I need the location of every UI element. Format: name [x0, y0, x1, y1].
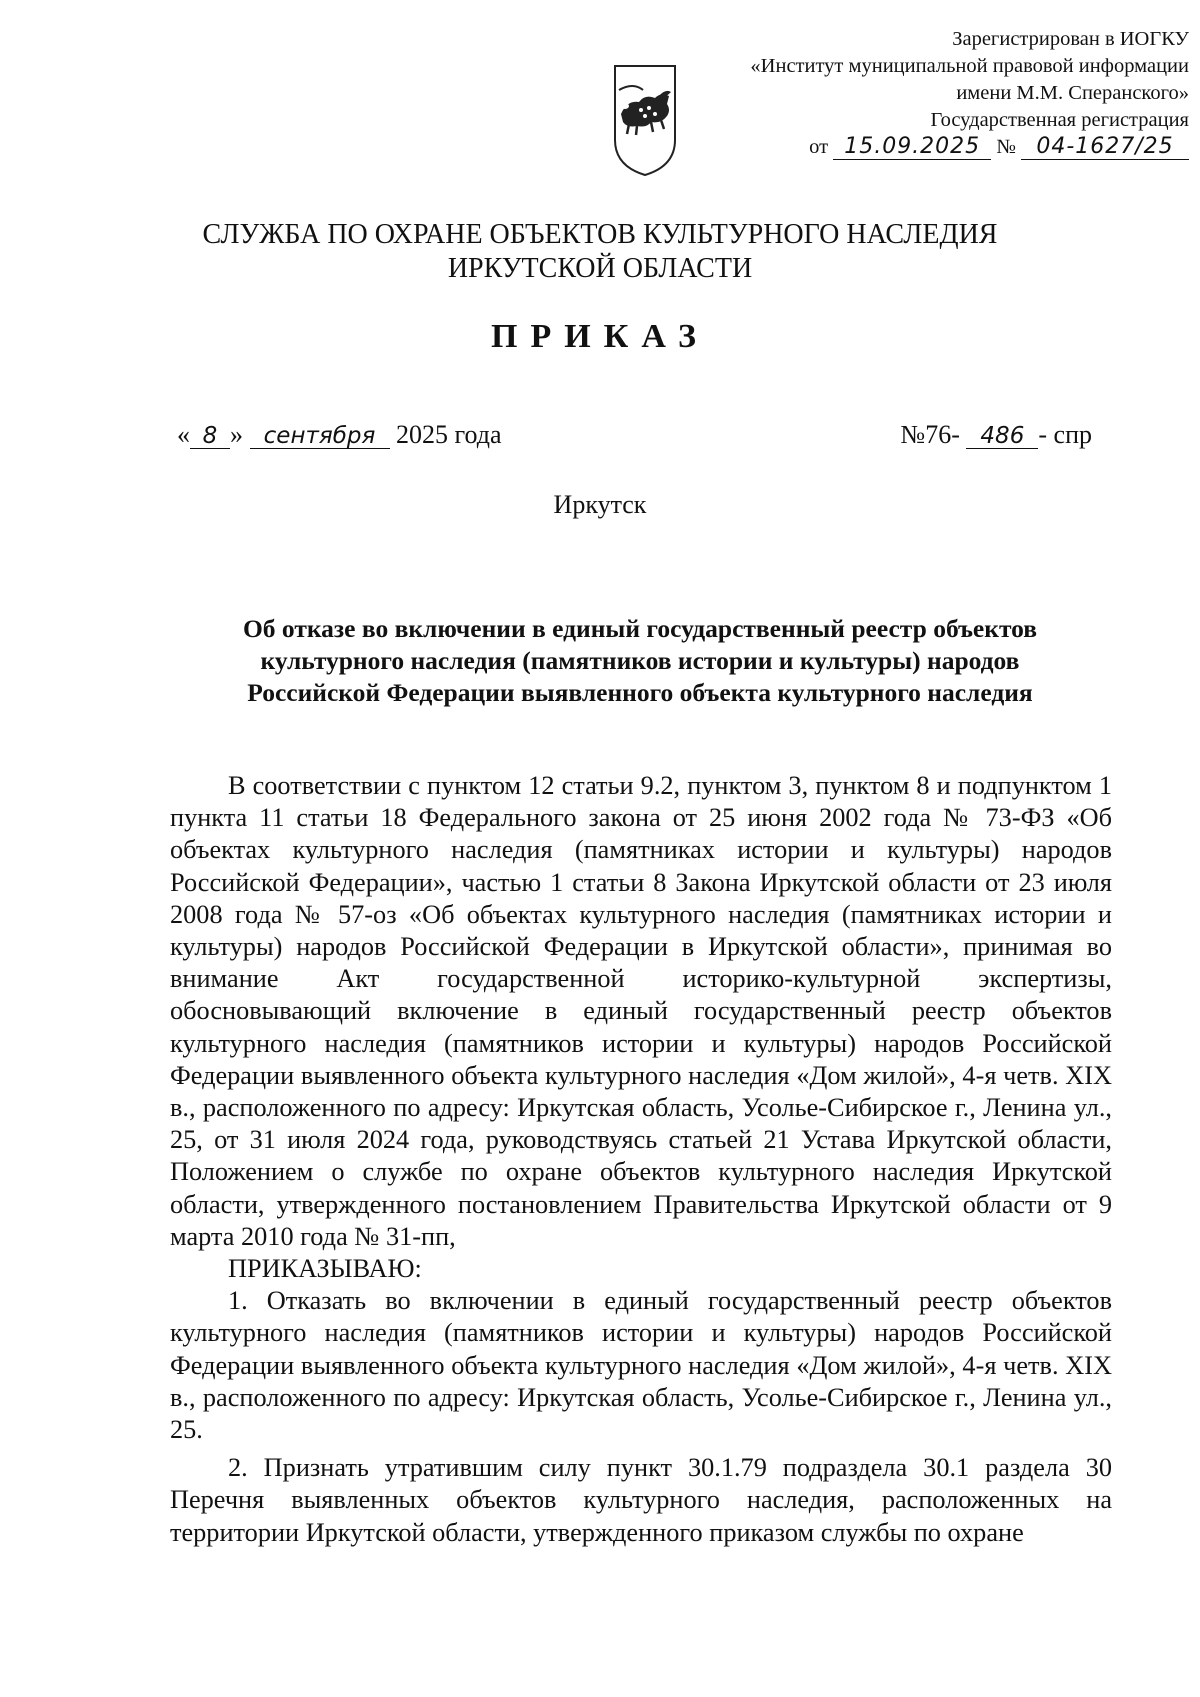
subject-line-2: культурного наследия (памятников истории и культуры) народов — [260, 646, 1020, 675]
order-item-1: 1. Отказать во включении в единый государственный реестр объектов культурного наследия (памятников истории и культуры) народов Российской Федерации выявленного объекта культурного наследия «Дом жилой», 4-я четв. XIX в., расположенного по адресу: Иркутская область, Усолье-Сибирское г., Ленина ул., 25. — [170, 1286, 1112, 1445]
coat-of-arms-icon — [611, 62, 679, 178]
registration-stamp — [750, 26, 1189, 161]
order-number — [900, 420, 1092, 450]
agency-name — [0, 218, 1200, 286]
registration-number-sign: № — [996, 136, 1016, 158]
order-number-prefix: №76- — [900, 420, 960, 449]
order-date — [177, 420, 502, 450]
date-close-quote: » — [230, 420, 243, 449]
registration-line-3: имени М.М. Сперанского» — [956, 82, 1189, 104]
order-body — [170, 770, 1112, 1549]
order-number-suffix: - спр — [1038, 420, 1092, 449]
order-subject — [170, 613, 1110, 709]
document-type-title: ПРИКАЗ — [491, 318, 709, 355]
order-word: ПРИКАЗЫВАЮ: — [228, 1254, 422, 1284]
registration-line-5 — [750, 134, 1189, 161]
subject-line-1: Об отказе во включении в единый государственный реестр объектов — [242, 614, 1038, 643]
date-open-quote: « — [177, 420, 190, 449]
registration-from-label: от — [809, 136, 829, 158]
date-day-handwritten: 8 — [190, 424, 230, 449]
date-year: 2025 года — [396, 420, 502, 449]
registration-line-4: Государственная регистрация — [930, 109, 1189, 131]
city: Иркутск — [553, 490, 647, 519]
agency-name-line-2: ИРКУТСКОЙ ОБЛАСТИ — [447, 253, 753, 284]
registration-line-2: «Институт муниципальной правовой информации — [750, 55, 1189, 77]
preamble-paragraph: В соответствии с пунктом 12 статьи 9.2, пунктом 3, пунктом 8 и подпунктом 1 пункта 11 статьи 18 Федерального закона от 25 июня 2002 года № 73-ФЗ «Об объектах культурного наследия (памятниках истории и культуры) народов Российской Федерации», частью 1 статьи 8 Закона Иркутской области от 23 июля 2008 года № 57-оз «Об объектах культурного наследия (памятниках истории и культуры) народов Российской Федерации в Иркутской области», принимая во внимание Акт государственной историко-культурной экспертизы, обосновывающий включение в единый государственный реестр объектов культурного наследия (памятников истории и культуры) народов Российской Федерации выявленного объекта культурного наследия «Дом жилой», 4-я четв. XIX в., расположенного по адресу: Иркутская область, Усолье-Сибирское г., Ленина ул., 25, от 31 июля 2024 года, руководствуясь статьей 21 Устава Иркутской области, Положением о службе по охране объектов культурного наследия Иркутской области, утвержденного постановлением Правительства Иркутской области от 9 марта 2010 года № 31-пп, — [170, 771, 1112, 1251]
order-item-2: 2. Признать утратившим силу пункт 30.1.79 подраздела 30.1 раздела 30 Перечня выявленных объектов культурного наследия, расположенных на территории Иркутской области, утвержденного приказом службы по охране — [170, 1453, 1112, 1547]
subject-line-3: Российской Федерации выявленного объекта культурного наследия — [247, 678, 1033, 707]
registration-line-1: Зарегистрирован в ИОГКУ — [952, 28, 1189, 50]
registration-number-handwritten: 04-1627/25 — [1021, 135, 1189, 160]
date-month-handwritten: сентября — [250, 424, 390, 449]
order-number-handwritten: 486 — [966, 424, 1038, 449]
registration-date-handwritten: 15.09.2025 — [833, 135, 991, 160]
agency-name-line-1: СЛУЖБА ПО ОХРАНЕ ОБЪЕКТОВ КУЛЬТУРНОГО НАСЛЕДИЯ — [202, 219, 998, 250]
